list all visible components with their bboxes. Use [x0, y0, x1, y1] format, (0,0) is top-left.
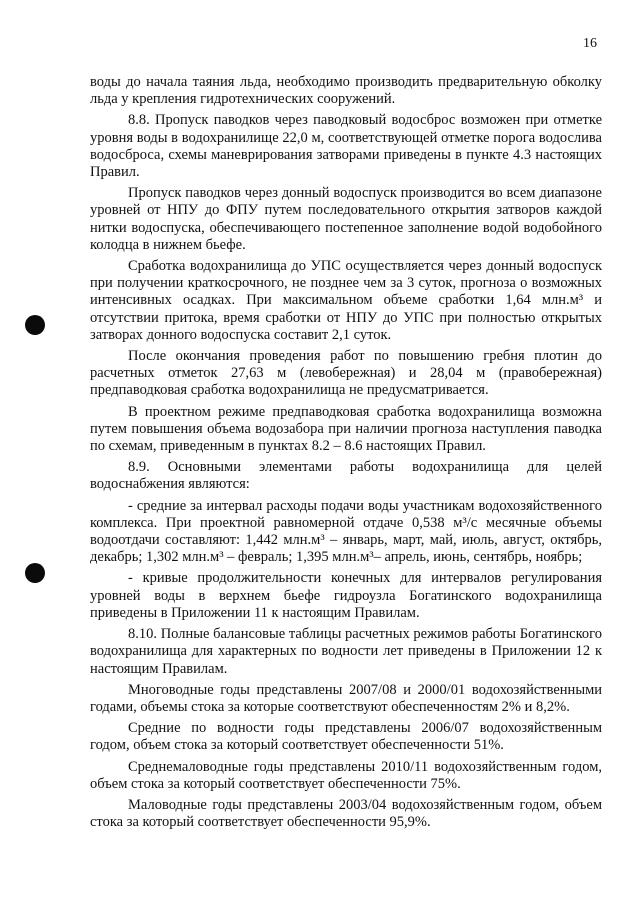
list-item: - средние за интервал расходы подачи воды участникам водохозяйственного комплекса. При проектной равномерной отдаче 0,538 м³/с месячные объемы водоотдачи составляют: 1,442 млн.м³ – январь, март, май, июль, август, октябрь, декабрь; 1,302 млн.м³ – февраль; 1,395 млн.м³– апрель, июнь, сентябрь, ноябрь;: [90, 497, 602, 566]
paragraph: 8.8. Пропуск паводков через паводковый водосброс возможен при отметке уровня воды в водохранилище 22,0 м, соответствующей отметке порога водослива водосброса, схемы маневрирования затворами приведены в пункте 4.3 настоящих Правил.: [90, 112, 602, 181]
paragraph: Сработка водохранилища до УПС осуществляется через донный водоспуск при получении краткосрочного, не позднее чем за 3 суток, прогноза о возможных интенсивных осадках. При максимальном объеме сработки 1,64 млн.м³ и отсутствии притока, время сработки от НПУ до УПС при полностью открытых затворах донного водоспуска составит 2,1 суток.: [90, 258, 602, 343]
page-number: 16: [583, 36, 597, 51]
paragraph: Многоводные годы представлены 2007/08 и 2000/01 водохозяйственными годами, объемы стока за которые соответствуют обеспеченностям 2% и 8,2%.: [90, 681, 602, 715]
paragraph: Маловодные годы представлены 2003/04 водохозяйственным годом, объем стока за который соответствует обеспеченности 95,9%.: [90, 796, 602, 831]
paragraph: 8.9. Основными элементами работы водохранилища для целей водоснабжения являются:: [90, 459, 602, 493]
document-body: [90, 74, 602, 835]
paragraph: воды до начала таяния льда, необходимо производить предварительную обколку льда у крепления гидротехнических сооружений.: [90, 74, 602, 108]
paragraph: В проектном режиме предпаводковая сработка водохранилища возможна путем повышения объема водозабора при наличии прогноза наступления паводка по схемам, приведенным в пунктах 8.2 – 8.6 настоящих Правил.: [90, 403, 602, 455]
paragraph: 8.10. Полные балансовые таблицы расчетных режимов работы Богатинского водохранилища для характерных по водности лет приведены в Приложении 12 к настоящим Правилам.: [90, 626, 602, 677]
list-item: - кривые продолжительности конечных для интервалов регулирования уровней воды в верхнем бьефе гидроузла Богатинского водохранилища приведены в Приложении 11 к настоящим Правилам.: [90, 570, 602, 621]
paragraph: Средние по водности годы представлены 2006/07 водохозяйственным годом, объем стока за который соответствует обеспеченности 51%.: [90, 720, 602, 754]
binder-hole-top: [25, 315, 45, 335]
binder-hole-bottom: [25, 563, 45, 583]
paragraph: После окончания проведения работ по повышению гребня плотин до расчетных отметок 27,63 м (левобережная) и 28,04 м (правобережная) предпаводковая сработка водохранилища не предусматривается.: [90, 348, 602, 399]
paragraph: Среднемаловодные годы представлены 2010/11 водохозяйственным годом, объем стока за который соответствует обеспеченности 75%.: [90, 758, 602, 792]
paragraph: Пропуск паводков через донный водоспуск производится во всем диапазоне уровней от НПУ до ФПУ путем последовательного открытия затворов каждой нитки водоспуска, обеспечивающего постепенное заполнение водой водобойного колодца в нижнем бьефе.: [90, 185, 602, 253]
